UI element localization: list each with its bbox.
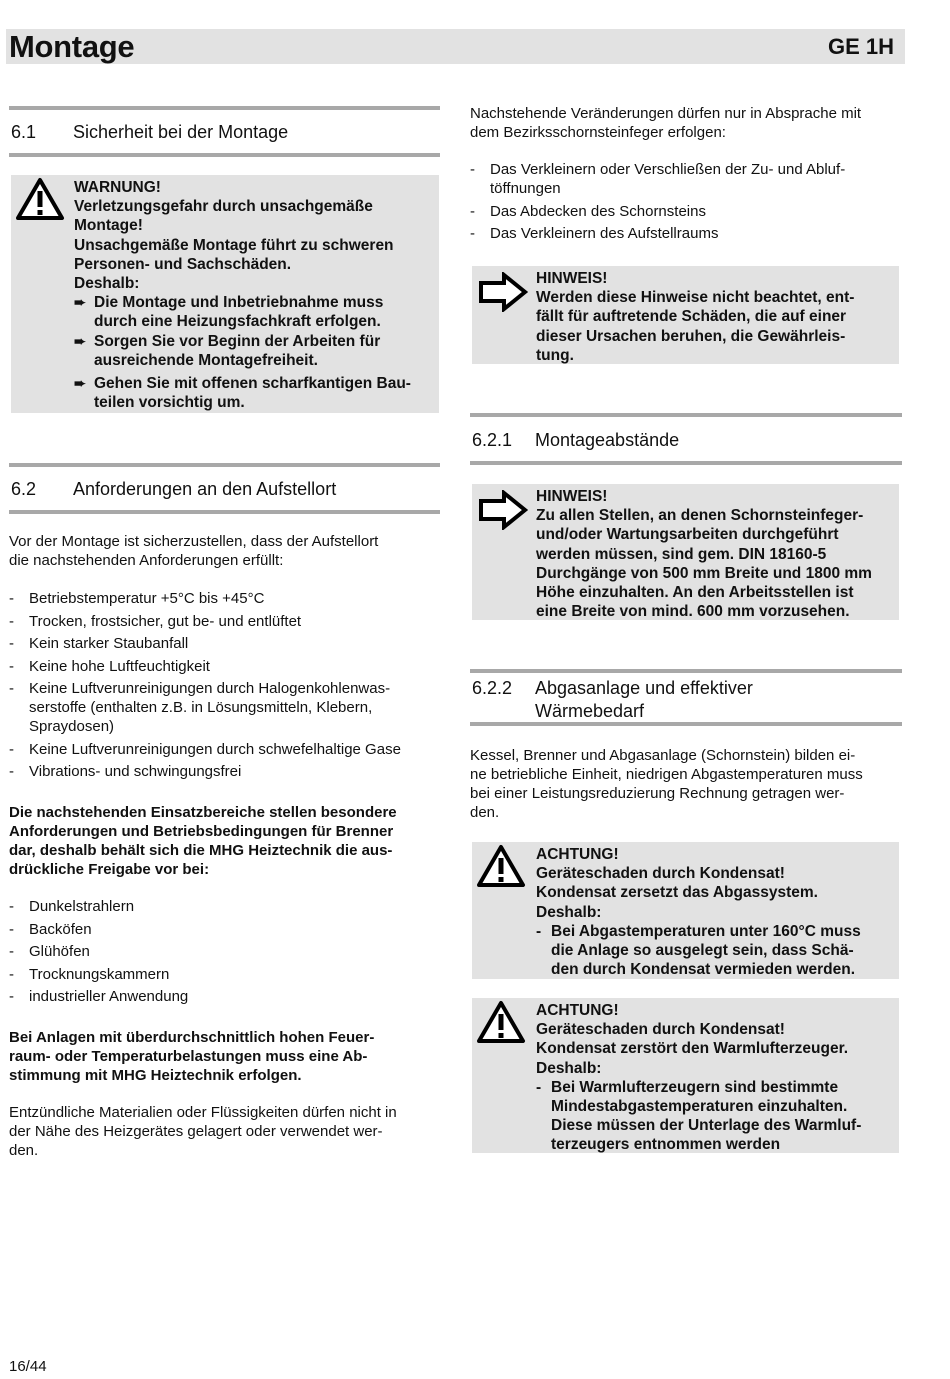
section-rule [470,461,902,465]
page-title: Montage [9,29,135,64]
warning-box [11,175,439,413]
outro-paragraph [9,1103,440,1160]
hint-line: Werden diese Hinweise nicht beachtet, ent- [536,289,855,307]
hint-line: werden müssen, sind gem. DIN 18160-5 [536,545,827,563]
hint-box [472,266,899,364]
hint-line: tung. [536,346,574,364]
section-rule [9,153,440,157]
section-title: Sicherheit bei der Montage [73,122,289,142]
hint-line: Durchgänge von 500 mm Breite und 1800 mm [536,564,872,582]
item-line: teilen vorsichtig um. [94,394,245,412]
text-line: dem Bezirksschornsteinfeger erfolgen: [470,124,726,141]
text-line: drückliche Freigabe vor bei: [9,861,210,878]
warning-item [74,293,434,331]
bold-paragraph [9,803,440,879]
warning-triangle-icon [15,177,65,226]
item-line: Sorgen Sie vor Beginn der Arbeiten für [94,332,381,350]
caution-line: Deshalb: [536,1059,602,1077]
text-line: Entzündliche Materialien oder Flüssigkeiten dürfen nicht in [9,1104,397,1121]
caution-box [472,842,899,979]
text-line: Bei Anlagen mit überdurchschnittlich hohen Feuer- [9,1029,375,1046]
warning-heading: WARNUNG! [74,179,161,196]
hint-heading: HINWEIS! [536,270,608,287]
section-rule [470,722,902,726]
hint-line: und/oder Wartungsarbeiten durchgeführt [536,526,839,544]
text-line: Kessel, Brenner und Abgasanlage (Schornstein) bilden ei- [470,747,856,764]
page-header [6,29,905,64]
text-line: stimmung mit MHG Heiztechnik erfolgen. [9,1067,302,1084]
section-rule [9,510,440,514]
application-list [9,897,440,1010]
caution-line: Kondensat zersetzt das Abgassystem. [536,884,818,902]
caution-line: Geräteschaden durch Kondensat! [536,865,785,883]
hint-line: fällt für auftretende Schäden, die auf einer [536,308,847,326]
arrow-right-icon [478,272,528,317]
list-item: - Betriebstemperatur +5°C bis +45°C [9,590,265,607]
item-line: Gehen Sie mit offenen scharfkantigen Bau- [94,375,411,393]
list-item: - Das Abdecken des Schornsteins [470,202,706,220]
caution-text [536,845,896,979]
list-item: - Dunkelstrahlern [9,898,135,915]
list-item: - Das Verkleinern des Aufstellraums [470,225,719,242]
caution-heading: ACHTUNG! [536,846,619,863]
warning-triangle-icon [476,844,526,893]
text-line: der Nähe des Heizgerätes gelagert oder verwendet wer- [9,1123,383,1140]
section-title [535,677,753,723]
title-line: Abgasanlage und effektiver [535,678,753,698]
arrow-bullet-icon: ➨ [74,332,86,349]
item-line: die Anlage so ausgelegt sein, dass Schä- [551,942,854,960]
text-line: Die nachstehenden Einsatzbereiche stellen besondere [9,804,397,821]
text-line: Vor der Montage ist sicherzustellen, dass der Aufstellort [9,533,379,550]
warning-line: Montage! [74,217,143,235]
hint-line: Zu allen Stellen, an denen Schornsteinfeger- [536,507,864,525]
list-item: - industrieller Anwendung [9,988,189,1005]
caution-line: Deshalb: [536,903,602,921]
caution-box [472,998,899,1153]
text-line: Anforderungen und Betriebsbedingungen für Brenner [9,823,394,840]
model-label: GE 1H [827,34,894,59]
item-line: Diese müssen der Unterlage des Warmluf- [551,1117,862,1135]
arrow-bullet-icon: ➨ [74,375,86,392]
list-item: - Das Verkleinern oder Verschließen der Zu- und Abluf- töffnungen [470,161,846,197]
item-line: Bei Warmlufterzeugern sind bestimmte [551,1078,839,1096]
item-line: Die Montage und Inbetriebnahme muss [94,294,384,312]
hint-line: dieser Ursachen beruhen, die Gewährleis- [536,327,846,345]
caution-item: - Bei Warmlufterzeugern sind bestimmte Mindestabgastemperaturen einzuhalten. Diese müssen der Unterlage des Warmluf- terzeugers entnommen werden [536,1078,896,1155]
item-line: Bei Abgastemperaturen unter 160°C muss [551,922,861,940]
list-item: - Backöfen [9,920,92,938]
warning-item [74,332,434,370]
warning-item [74,374,434,412]
section-title: Montageabstände [535,430,680,450]
list-item: - Keine hohe Luftfeuchtigkeit [9,657,210,675]
changes-list [470,160,902,247]
warning-triangle-icon [476,1000,526,1049]
list-item: - Glühöfen [9,943,90,960]
list-item: - Trocken, frostsicher, gut be- und entlüftet [9,612,302,630]
list-item: - Trocknungskammern [9,965,170,983]
item-line: durch eine Heizungsfachkraft erfolgen. [94,313,381,331]
hint-heading: HINWEIS! [536,488,608,505]
title-line: Wärmebedarf [535,701,645,721]
item-line: Mindestabgastemperaturen einzuhalten. [551,1098,848,1116]
hint-box [472,484,899,620]
bold-paragraph [9,1028,440,1085]
caution-line: Geräteschaden durch Kondensat! [536,1021,785,1039]
section-number: 6.2 [11,479,37,499]
text-line: raum- oder Temperaturbelastungen muss eine Ab- [9,1048,368,1065]
text-line: die nachstehenden Anforderungen erfüllt: [9,552,284,569]
text-line: den. [9,1142,39,1159]
arrow-right-icon [478,490,528,535]
list-item: - Kein starker Staubanfall [9,635,189,652]
intro-paragraph [9,532,440,570]
text-line: bei einer Leistungsreduzierung Rechnung getragen wer- [470,785,845,802]
section-title: Anforderungen an den Aufstellort [73,479,337,499]
hint-text [536,487,898,621]
hint-line: eine Breite von mind. 600 mm vorzusehen. [536,603,850,621]
section-rule [9,106,440,110]
list-item: - Keine Luftverunreinigungen durch Halogenkohlenwas- serstoffe (enthalten z.B. in Lösungsmitteln, Klebern, Spraydosen) [9,680,391,735]
section-number: 6.2.1 [472,430,513,450]
item-line: den durch Kondensat vermieden werden. [551,961,856,979]
text-line: dar, deshalb behält sich die MHG Heiztechnik die aus- [9,842,393,859]
warning-line: Deshalb: [74,275,140,293]
hint-line: Höhe einzuhalten. An den Arbeitsstellen ist [536,584,854,602]
requirements-list [9,589,440,785]
section-paragraph [470,746,902,822]
hint-text [536,269,896,365]
section-number: 6.1 [11,122,37,142]
text-line: ne betriebliche Einheit, niedrigen Abgastemperaturen muss [470,766,863,783]
warning-text [74,178,434,412]
list-item: - Keine Luftverunreinigungen durch schwefelhaltige Gase [9,740,401,758]
item-line: terzeugers entnommen werden [551,1136,781,1154]
warning-line: Personen- und Sachschäden. [74,255,292,273]
caution-item: - Bei Abgastemperaturen unter 160°C muss die Anlage so ausgelegt sein, dass Schä- den durch Kondensat vermieden werden. [536,922,896,980]
caution-line: Kondensat zerstört den Warmlufterzeuger. [536,1040,849,1058]
list-item: - Vibrations- und schwingungsfrei [9,763,242,780]
page-number: 16/44 [9,1358,47,1375]
arrow-bullet-icon: ➨ [74,294,86,311]
text-line: den. [470,804,500,821]
section-rule [470,669,902,673]
caution-text [536,1001,896,1155]
text-line: Nachstehende Veränderungen dürfen nur in Absprache mit [470,105,862,122]
caution-heading: ACHTUNG! [536,1002,619,1019]
section-rule [9,463,440,467]
warning-line: Verletzungsgefahr durch unsachgemäße [74,198,373,216]
warning-line: Unsachgemäße Montage führt zu schweren [74,236,394,254]
right-intro-paragraph [470,104,902,142]
item-line: ausreichende Montagefreiheit. [94,351,318,369]
section-rule [470,413,902,417]
section-number: 6.2.2 [472,678,513,698]
